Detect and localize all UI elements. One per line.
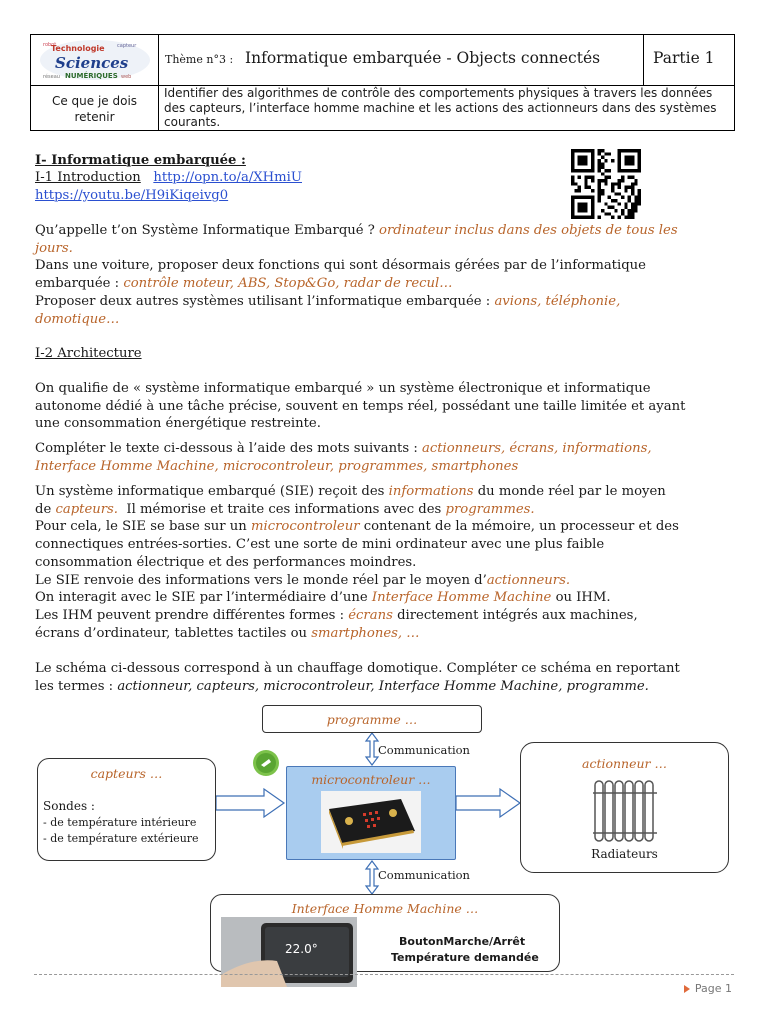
communication-top-label: Communication (378, 743, 470, 757)
logo-word-technologie: Technologie (51, 44, 105, 53)
definition-paragraph: On qualifie de « système informatique embarqué » un système électronique et informatique autonome dédié à une tâche précise, souvent en temps réel, possédant une taille limitée et ayant une consommation énergétique restreinte. (35, 381, 686, 432)
sciences-numeriques-logo (37, 38, 153, 82)
radiateurs-label: Radiateurs (591, 847, 658, 861)
sondes-title: Sondes : (43, 799, 95, 813)
answer-voiture: contrôle moteur, ABS, Stop&Go, radar de recul… (123, 276, 453, 292)
section-title: I- Informatique embarquée : (35, 153, 246, 168)
theme-number: Thème n°3 : (165, 53, 234, 66)
qr-code[interactable] (569, 149, 643, 219)
hand-cursor-icon (251, 748, 281, 778)
capteurs-box (37, 758, 216, 861)
actionneur-box (520, 742, 729, 873)
microcontroleur-label: microcontroleur … (311, 772, 431, 787)
bouton-marche-arret: BoutonMarche/Arrêt (399, 935, 526, 948)
thermostat-reading: 22.0° (285, 942, 318, 956)
communication-bottom-label: Communication (378, 868, 470, 882)
microbit-board-image (321, 791, 421, 853)
logo-word-numeriques: NUMÉRIQUES (65, 72, 118, 80)
svg-text:robot: robot (43, 42, 57, 48)
link-youtube[interactable]: https://youtu.be/H9iKiqeivg0 (35, 188, 229, 203)
intro-line (35, 169, 302, 187)
temperature-demandee: Température demandée (391, 951, 539, 964)
programme-box (262, 705, 482, 733)
sonde-exterieure: - de température extérieure (43, 832, 199, 845)
ihm-box (210, 894, 560, 972)
programme-label: programme … (326, 712, 418, 727)
microcontroleur-box (286, 766, 456, 860)
svg-text:réseau: réseau (43, 74, 60, 80)
schema-instruction: Le schéma ci-dessous correspond à un chauffage domotique. Compléter ce schéma en reportant les termes : actionneur, capteurs, microcontroleur, Interface Homme Machine, programme. (35, 661, 680, 694)
page-number: Page 1 (684, 982, 732, 995)
ihm-label: Interface Homme Machine … (291, 901, 479, 916)
objective-text: Identifier des algorithmes de contrôle des comportements physiques à travers les données des capteurs, l’interface homme machine et les actions des actionneurs dans des systèmes courants. (164, 86, 717, 129)
question-voiture: Dans une voiture, proposer deux fonctions qui sont désormais gérées par de l’informatique (35, 258, 646, 274)
footer-divider (34, 974, 734, 975)
sie-paragraph: Un système informatique embarqué (SIE) reçoit des informations du monde réel par le moyen de capteurs. Il mémorise et traite ces informations avec des programmes. Pour cela, le SIE se base sur un microcontroleur contenant de la mémoire, un processeur et des connectiques entrées-sorties. C’est une sorte de mini ordinateur avec une plus faible consommation électrique et des performances moindres. Le SIE renvoie des informations vers le monde réel par le moyen d’actionneurs. On interagit avec le SIE par l’intermédiaire d’une Interface Homme Machine ou IHM. Les IHM peuvent prendre différentes formes : écrans directement intégrés aux machines, écrans d’ordinateur, tablettes tactiles ou smartphones, … (35, 484, 679, 641)
triangle-icon (684, 985, 690, 993)
capteurs-label: capteurs … (90, 766, 163, 781)
sonde-interieure: - de température intérieure (43, 816, 197, 829)
answer-sie: ordinateur inclus dans des objets de tous les (379, 223, 678, 238)
actionneur-label: actionneur … (582, 756, 667, 771)
theme-title: Informatique embarquée - Objects connectés (245, 49, 601, 67)
question-systemes: Proposer deux autres systèmes utilisant l’informatique embarquée : (35, 293, 491, 309)
architecture-title: I-2 Architecture (35, 346, 142, 361)
partie-label: Partie 1 (653, 49, 715, 67)
header-table (30, 34, 735, 131)
thermostat-image (221, 917, 357, 987)
question-sie: Qu’appelle t’on Système Informatique Embarqué ? (35, 223, 375, 238)
svg-text:web: web (121, 74, 132, 80)
radiator-icon (591, 775, 661, 845)
intro-label: I-1 Introduction (35, 170, 141, 185)
logo-word-sciences: Sciences (55, 54, 129, 72)
retenir-cell: Ce que je dois retenir (51, 94, 138, 124)
svg-text:capteur: capteur (117, 43, 137, 49)
complete-instruction: Compléter le texte ci-dessous à l’aide des mots suivants : actionneurs, écrans, informations, Interface Homme Machine, microcontroleur, programmes, smartphones (35, 441, 652, 474)
link-opn[interactable]: http://opn.to/a/XHmiU (153, 170, 302, 185)
answer-systemes: avions, téléphonie, (494, 293, 621, 309)
